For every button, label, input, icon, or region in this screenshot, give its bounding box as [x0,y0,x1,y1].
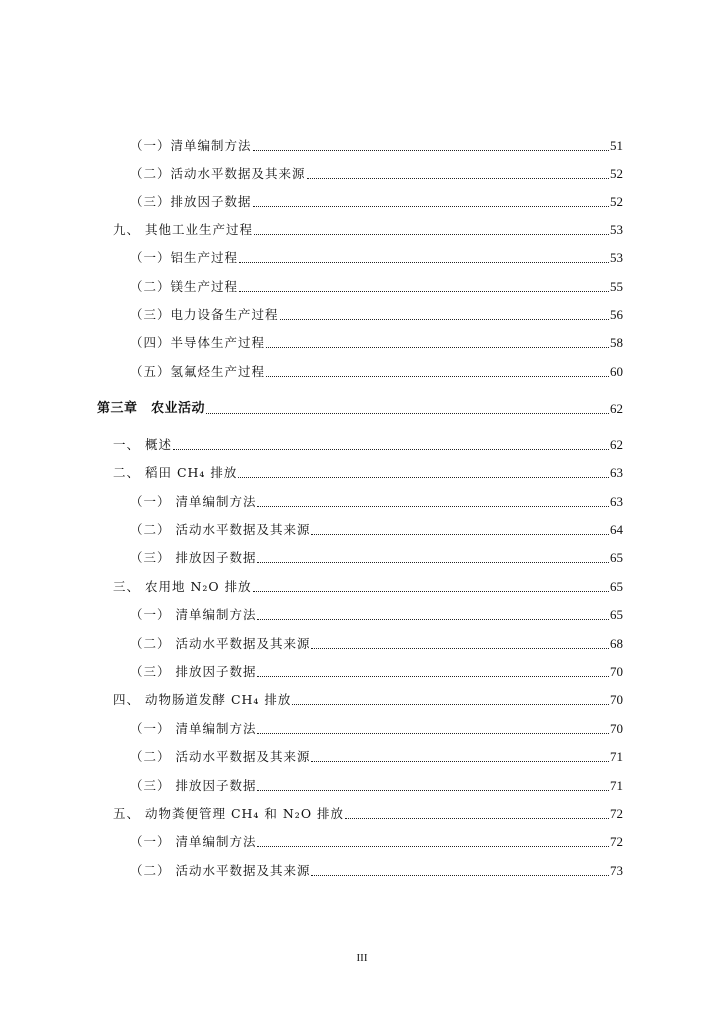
toc-entry-title: （一） 清单编制方法 [130,494,257,509]
dot-leader [253,150,609,151]
dot-leader [257,676,609,677]
dot-leader [311,761,609,762]
toc-entry-page: 71 [610,778,623,793]
dot-leader [311,875,609,876]
dot-leader [257,733,609,734]
toc-entry[interactable] [130,859,623,879]
toc-entry-title: （四）半导体生产过程 [130,335,266,350]
dot-leader [257,506,609,507]
dot-leader [266,376,609,377]
toc-entry[interactable] [130,774,623,794]
toc-entry[interactable] [130,246,623,266]
toc-entry-title: （三） 排放因子数据 [130,778,257,793]
dot-leader [257,619,609,620]
toc-entry-page: 56 [610,307,623,322]
toc-entry[interactable] [130,717,623,737]
toc-entry-title: （一） 清单编制方法 [130,607,257,622]
toc-entry-page: 53 [610,250,623,265]
toc-entry-page: 68 [610,636,623,651]
dot-leader [311,648,609,649]
dot-leader [239,262,609,263]
dot-leader [292,704,609,705]
toc-entry-page: 70 [610,664,623,679]
toc-entry[interactable] [130,745,623,765]
dot-leader [307,178,609,179]
toc-entry-title: （五）氢氟烃生产过程 [130,364,266,379]
dot-leader [239,291,609,292]
toc-entry-page: 52 [610,194,623,209]
dot-leader [311,534,609,535]
toc-entry-title: （一） 清单编制方法 [130,721,257,736]
toc-entry-title: （一）铝生产过程 [130,250,239,265]
dot-leader [345,818,609,819]
dot-leader [238,477,609,478]
toc-entry-page: 65 [610,550,623,565]
toc-entry-page: 65 [610,607,623,622]
toc-entry[interactable] [130,518,623,538]
toc-entry[interactable] [113,461,623,481]
toc-entry-title: 一、 概述 [113,437,172,452]
toc-entry-title: 二、 稻田 CH₄ 排放 [113,465,238,480]
toc-entry-title: 四、 动物肠道发酵 CH₄ 排放 [113,692,292,707]
dot-leader [266,347,609,348]
toc-entry-page: 62 [610,437,623,452]
toc-entry[interactable] [130,603,623,623]
toc-entry-title: （三） 排放因子数据 [130,664,257,679]
dot-leader [253,591,609,592]
toc-entry[interactable] [130,830,623,850]
toc-entry[interactable] [113,433,623,453]
page-number: III [356,952,368,964]
toc-entry-page: 70 [610,692,623,707]
toc-entry-page: 55 [610,279,623,294]
toc-entry-page: 72 [610,834,623,849]
toc-entry[interactable] [130,331,623,351]
toc-entry[interactable] [130,546,623,566]
toc-entry-page: 52 [610,166,623,181]
toc-entry-page: 70 [610,721,623,736]
toc-entry-page: 51 [610,138,623,153]
toc-entry[interactable] [130,360,623,380]
toc-entry-page: 63 [610,494,623,509]
toc-entry[interactable] [130,162,623,182]
dot-leader [206,413,609,414]
toc-entry[interactable] [130,490,623,510]
toc-entry-page: 60 [610,364,623,379]
toc-entry-title: （二） 活动水平数据及其来源 [130,749,311,764]
toc-entry-title: （三） 排放因子数据 [130,550,257,565]
toc-entry-title: （一） 清单编制方法 [130,834,257,849]
toc-entry[interactable] [113,802,623,822]
toc-entry-title: （二） 活动水平数据及其来源 [130,636,311,651]
toc-entry-title: （一）清单编制方法 [130,138,252,153]
dot-leader [280,319,609,320]
dot-leader [173,449,609,450]
toc-entry[interactable] [130,660,623,680]
toc-entry[interactable] [130,190,623,210]
toc-entry[interactable] [113,218,623,238]
dot-leader [253,206,609,207]
toc-entry[interactable] [130,275,623,295]
dot-leader [254,234,609,235]
toc-entry[interactable] [130,303,623,323]
toc-entry-title: （二）活动水平数据及其来源 [130,166,306,181]
toc-entry[interactable] [130,632,623,652]
toc-chapter-entry[interactable] [97,397,623,417]
toc-entry-title: （二） 活动水平数据及其来源 [130,522,311,537]
toc-entry[interactable] [130,134,623,154]
toc-entry-page: 65 [610,579,623,594]
toc-entry[interactable] [113,575,623,595]
dot-leader [257,790,609,791]
toc-entry-title: （三）电力设备生产过程 [130,307,279,322]
toc-entry-title: （二）镁生产过程 [130,279,239,294]
toc-entry-page: 71 [610,749,623,764]
toc-entry-title: 三、 农用地 N₂O 排放 [113,579,252,594]
toc-entry-page: 58 [610,335,623,350]
dot-leader [257,562,609,563]
toc-entry-title: （二） 活动水平数据及其来源 [130,863,311,878]
toc-entry-page: 62 [610,401,623,416]
toc-entry-title: （三）排放因子数据 [130,194,252,209]
toc-entry-page: 53 [610,222,623,237]
toc-entry-title: 九、 其他工业生产过程 [113,222,253,237]
toc-entry-title: 第三章 农业活动 [97,401,206,416]
toc-entry-page: 73 [610,863,623,878]
toc-entry[interactable] [113,688,623,708]
toc-entry-title: 五、 动物粪便管理 CH₄ 和 N₂O 排放 [113,806,345,821]
toc-entry-page: 63 [610,465,623,480]
dot-leader [257,846,609,847]
toc-entry-page: 64 [610,522,623,537]
toc-entry-page: 72 [610,806,623,821]
